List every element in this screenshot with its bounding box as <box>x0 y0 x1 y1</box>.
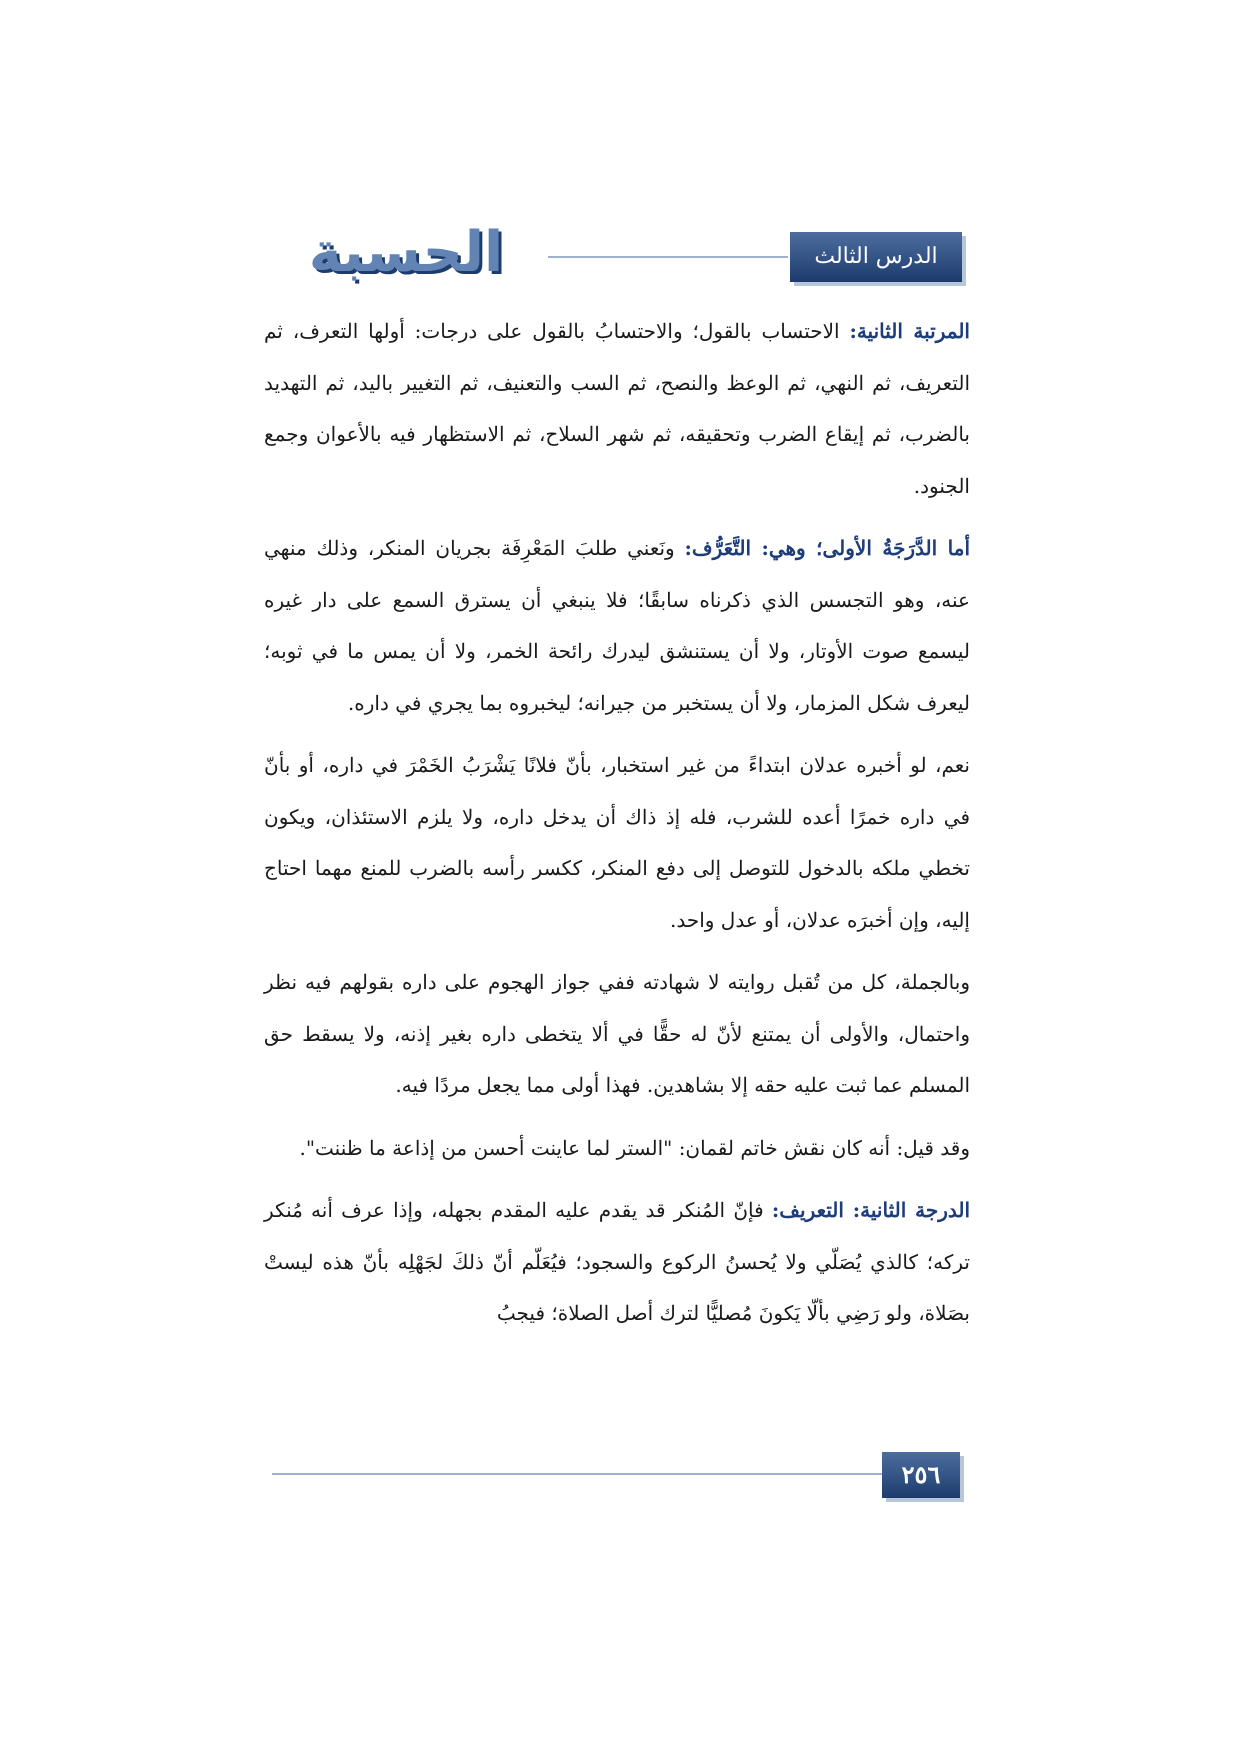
paragraph <box>264 523 970 729</box>
paragraph-heading: المرتبة الثانية: <box>849 319 970 343</box>
paragraph-text: نعم، لو أخبره عدلان ابتداءً من غير استخبار، بأنّ فلانًا يَشْرَبُ الخَمْرَ في داره، أو بأنّ في داره خمرًا أعده للشرب، فله إذ ذاك أن يدخل داره، ولا يلزم الاستئذان، ويكون تخطي ملكه بالدخول للتوصل إلى دفع المنكر، ككسر رأسه بالضرب للمنع مهما احتاج إليه، وإن أخبرَه عدلان، أو عدل واحد. <box>264 753 970 932</box>
paragraph-text: وقد قيل: أنه كان نقش خاتم لقمان: "الستر لما عاينت أحسن من إذاعة ما ظننت". <box>299 1135 970 1160</box>
paragraph-text: وبالجملة، كل من تُقبل روايته لا شهادته ففي جواز الهجوم على داره بقولهم فيه نظر واحتمال، والأولى أن يمتنع لأنّ له حقًّا في ألا يتخطى داره بغير إذنه، ولا يسقط حق المسلم عما ثبت عليه حقه إلا بشاهدين. فهذا أولى مما يجعل مردًا فيه. <box>264 970 970 1097</box>
lesson-label: الدرس الثالث عشر <box>790 232 962 282</box>
paragraph <box>264 957 970 1112</box>
paragraph <box>264 740 970 946</box>
paragraph-text: فإنّ المُنكر قد يقدم عليه المقدم بجهله، وإذا عرف أنه مُنكر تركه؛ كالذي يُصَلّي ولا يُحسنُ الركوع والسجود؛ فيُعَلّم أنّ ذلكَ لجَهْلِه بأنّ هذه ليستْ بصَلاة، ولو رَضِي بألّا يَكونَ مُصليًّا لترك أصل الصلاة؛ فيجبُ <box>264 1198 970 1325</box>
paragraph <box>264 1123 970 1175</box>
paragraph-heading: أما الدَّرَجَةُ الأولى؛ وهي: التَّعَرُّف: <box>684 536 971 560</box>
body-text <box>264 306 970 1351</box>
header-divider <box>548 256 788 258</box>
paragraph <box>264 1185 970 1340</box>
paragraph-heading: الدرجة الثانية: التعريف: <box>771 1198 970 1222</box>
paragraph-text: ونَعني طلبَ المَعْرِفَة بجريان المنكر، وذلك منهي عنه، وهو التجسس الذي ذكرناه سابقًا؛ فلا ينبغي أن يسترق السمع على دار غيره ليسمع صوت الأوتار، ولا أن يستنشق ليدرك رائحة الخمر، ولا أن يمس ما في ثوبه؛ ليعرف شكل المزمار، ولا أن يستخبر من جيرانه؛ ليخبروه بما يجري في داره. <box>264 536 970 715</box>
paragraph <box>264 306 970 512</box>
footer-divider <box>272 1473 884 1475</box>
page-number: ٢٥٦ <box>882 1452 960 1498</box>
chapter-title: الحسبة <box>308 220 504 285</box>
paragraph-text: الاحتساب بالقول؛ والاحتسابُ بالقول على درجات: أولها التعرف، ثم التعريف، ثم النهي، ثم الوعظ والنصح، ثم السب والتعنيف، ثم التغيير باليد، ثم التهديد بالضرب، ثم إيقاع الضرب وتحقيقه، ثم شهر السلاح، ثم الاستظهار فيه بالأعوان وجمع الجنود. <box>264 319 970 498</box>
